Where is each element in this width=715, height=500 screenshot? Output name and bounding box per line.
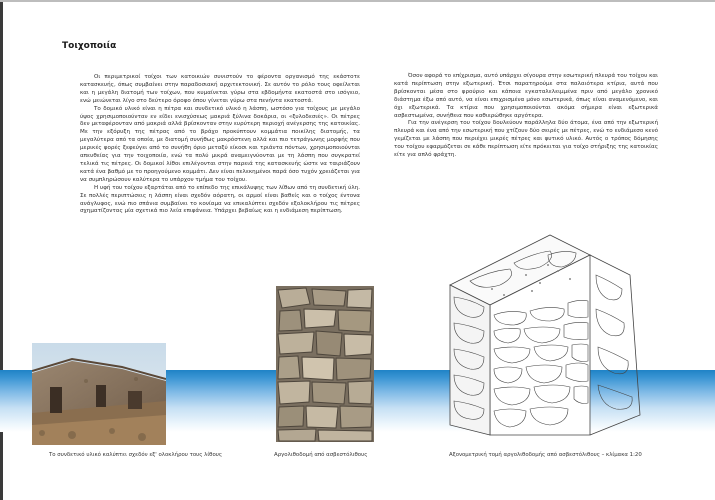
paragraph: Η υφή του τοίχου εξαρτάται από το επίπεδο της επικάλυψης των λίθων από τη συνδετική ύλη. Σε πολλές περιπτώσεις η λάσπη είναι σχεδόν αόρατη, οι αρμοί είναι βαθείς και ο τοίχος έντονα ανάγλυφος, ενώ πιο σπάνια συμβαίνει το κονίαμα να επικαλύπτει σχεδόν εξολοκλήρου τις πέτρες σχηματίζοντας μία σχετικά πιο λεία επιφάνεια. Υπάρχει βεβαίως και η ενδιάμεση περίπτωση. bbox=[80, 184, 360, 215]
caption-axonometric-section: Αξονομετρική τομή αργολιθοδομής από ασβεστόλιθους – κλίμακα 1:20 bbox=[449, 452, 642, 458]
paragraph: Οι περιμετρικοί τοίχοι των κατοικιών συνιστούν το φέροντα οργανισμό της εκάστοτε κατασκευής, όπως συμβαίνει στην παραδοσιακή αρχιτεκτονική. Σε αυτόν το ρόλο τους οφείλεται και η μεγάλη διατομή των τοίχων, που κυμαίνεται γύρω στα εβδομήντα εκατοστά στο ισόγειο, ενώ μειώνεται λίγο στο δεύτερο όροφο όπου γίνεται γύρω στα πενήντα εκατοστά. bbox=[80, 74, 360, 104]
page-top-edge bbox=[0, 0, 715, 2]
photo-ruined-wall bbox=[32, 343, 166, 445]
paragraph: Όσον αφορά το επίχρισμα, αυτό υπάρχει σίγουρα στην εσωτερική πλευρά του τοίχου και κατά περίπτωση στην εξωτερική. Έτσι παρατηρούμε στα παλαιότερα κτίρια, αυτά που βρίσκονται μέσα στο φρούριο και κάποια εγκαταλελειμμένα πριν από μεγάλο χρονικό διάστημα έξω από αυτό, να είναι επιχρισμένα μόνο εσωτερικά, όπως είναι αναμενόμενο, και όχι εξωτερικά. Τα κτίρια που χρησιμοποιούνται ακόμα σήμερα είναι εξωτερικά ασβεστωμένα, συνήθεια που καθιερώθηκε αργότερα. bbox=[394, 73, 658, 119]
section-heading: Τοιχοποιία bbox=[62, 41, 117, 51]
axonometric-wall-drawing bbox=[430, 225, 670, 443]
photo-rubble-masonry bbox=[276, 286, 374, 442]
caption-rubble-masonry: Αργολιθοδομή από ασβεστόλιθους bbox=[274, 452, 368, 458]
right-text-column bbox=[394, 73, 658, 160]
paragraph: Για την ανέγερση του τοίχου δουλεύουν παράλληλα δύο άτομα, ένα από την εξωτερική πλευρά και ένα από την εσωτερική που χτίζουν δύο σειρές με πέτρες, ενώ το ενδιάμεσο κενό γεμίζεται με λάσπη που περιέχει μικρές πέτρες και φυτικό υλικό. Αυτός ο τρόπος δόμησης του τοίχου εφαρμόζεται σε κάθε περίπτωση είτε πρόκειται για τοίχο στήριξης της κατοικίας είτε για απλό φράχτη. bbox=[394, 120, 658, 159]
caption-ruined-wall: Το συνδετικό υλικό καλύπτει σχεδόν εξ' ολοκλήρου τους λίθους bbox=[49, 452, 223, 458]
paragraph: Το δομικό υλικό είναι η πέτρα και συνδετικό υλικό η λάσπη, ωστόσο για τοίχους με μεγάλο ύψος χρησιμοποιούνταν εν είδει ενισχύσεως μακριά ξύλινα δοκάρια, οι «ξυλοδεσιές». Οι πέτρες δεν μεταφέρονταν από μακριά αλλά βρίσκονταν στην ευρύτερη περιοχή ανέγερσης της κατοικίας. Με την εξόρυξη της πέτρας από το βράχο προκύπτουν κομμάτια ποικίλης διατομής, τα μεγαλύτερα από τα οποία, με διατομή συνήθως μακρόστενη αλλά και πιο τετράγωνης μορφής που μερικές φορές ξεφεύγει από το συνήθη όριο μεταξύ είκοσι και τριάντα πόντων, χρησιμοποιούνται απευθείας για την τοιχοποιία, ενώ τα πολύ μικρά αναμειγνύονται με τη λάσπη που συγκρατεί τελικά τις πέτρες. Οι δομικοί λίθοι επιλέγονται στην παρειά της κατασκευής ώστε να ταιριάζουν κατά ένα βαθμό με το προηγούμενο κομμάτι. Δεν είναι πελεκημένοι παρά όσο τυχόν χρειάζεται για να συμπληρώσουν καλύτερα το υπάρχον τμήμα του τοίχου. bbox=[80, 105, 360, 183]
left-text-column bbox=[80, 74, 360, 216]
